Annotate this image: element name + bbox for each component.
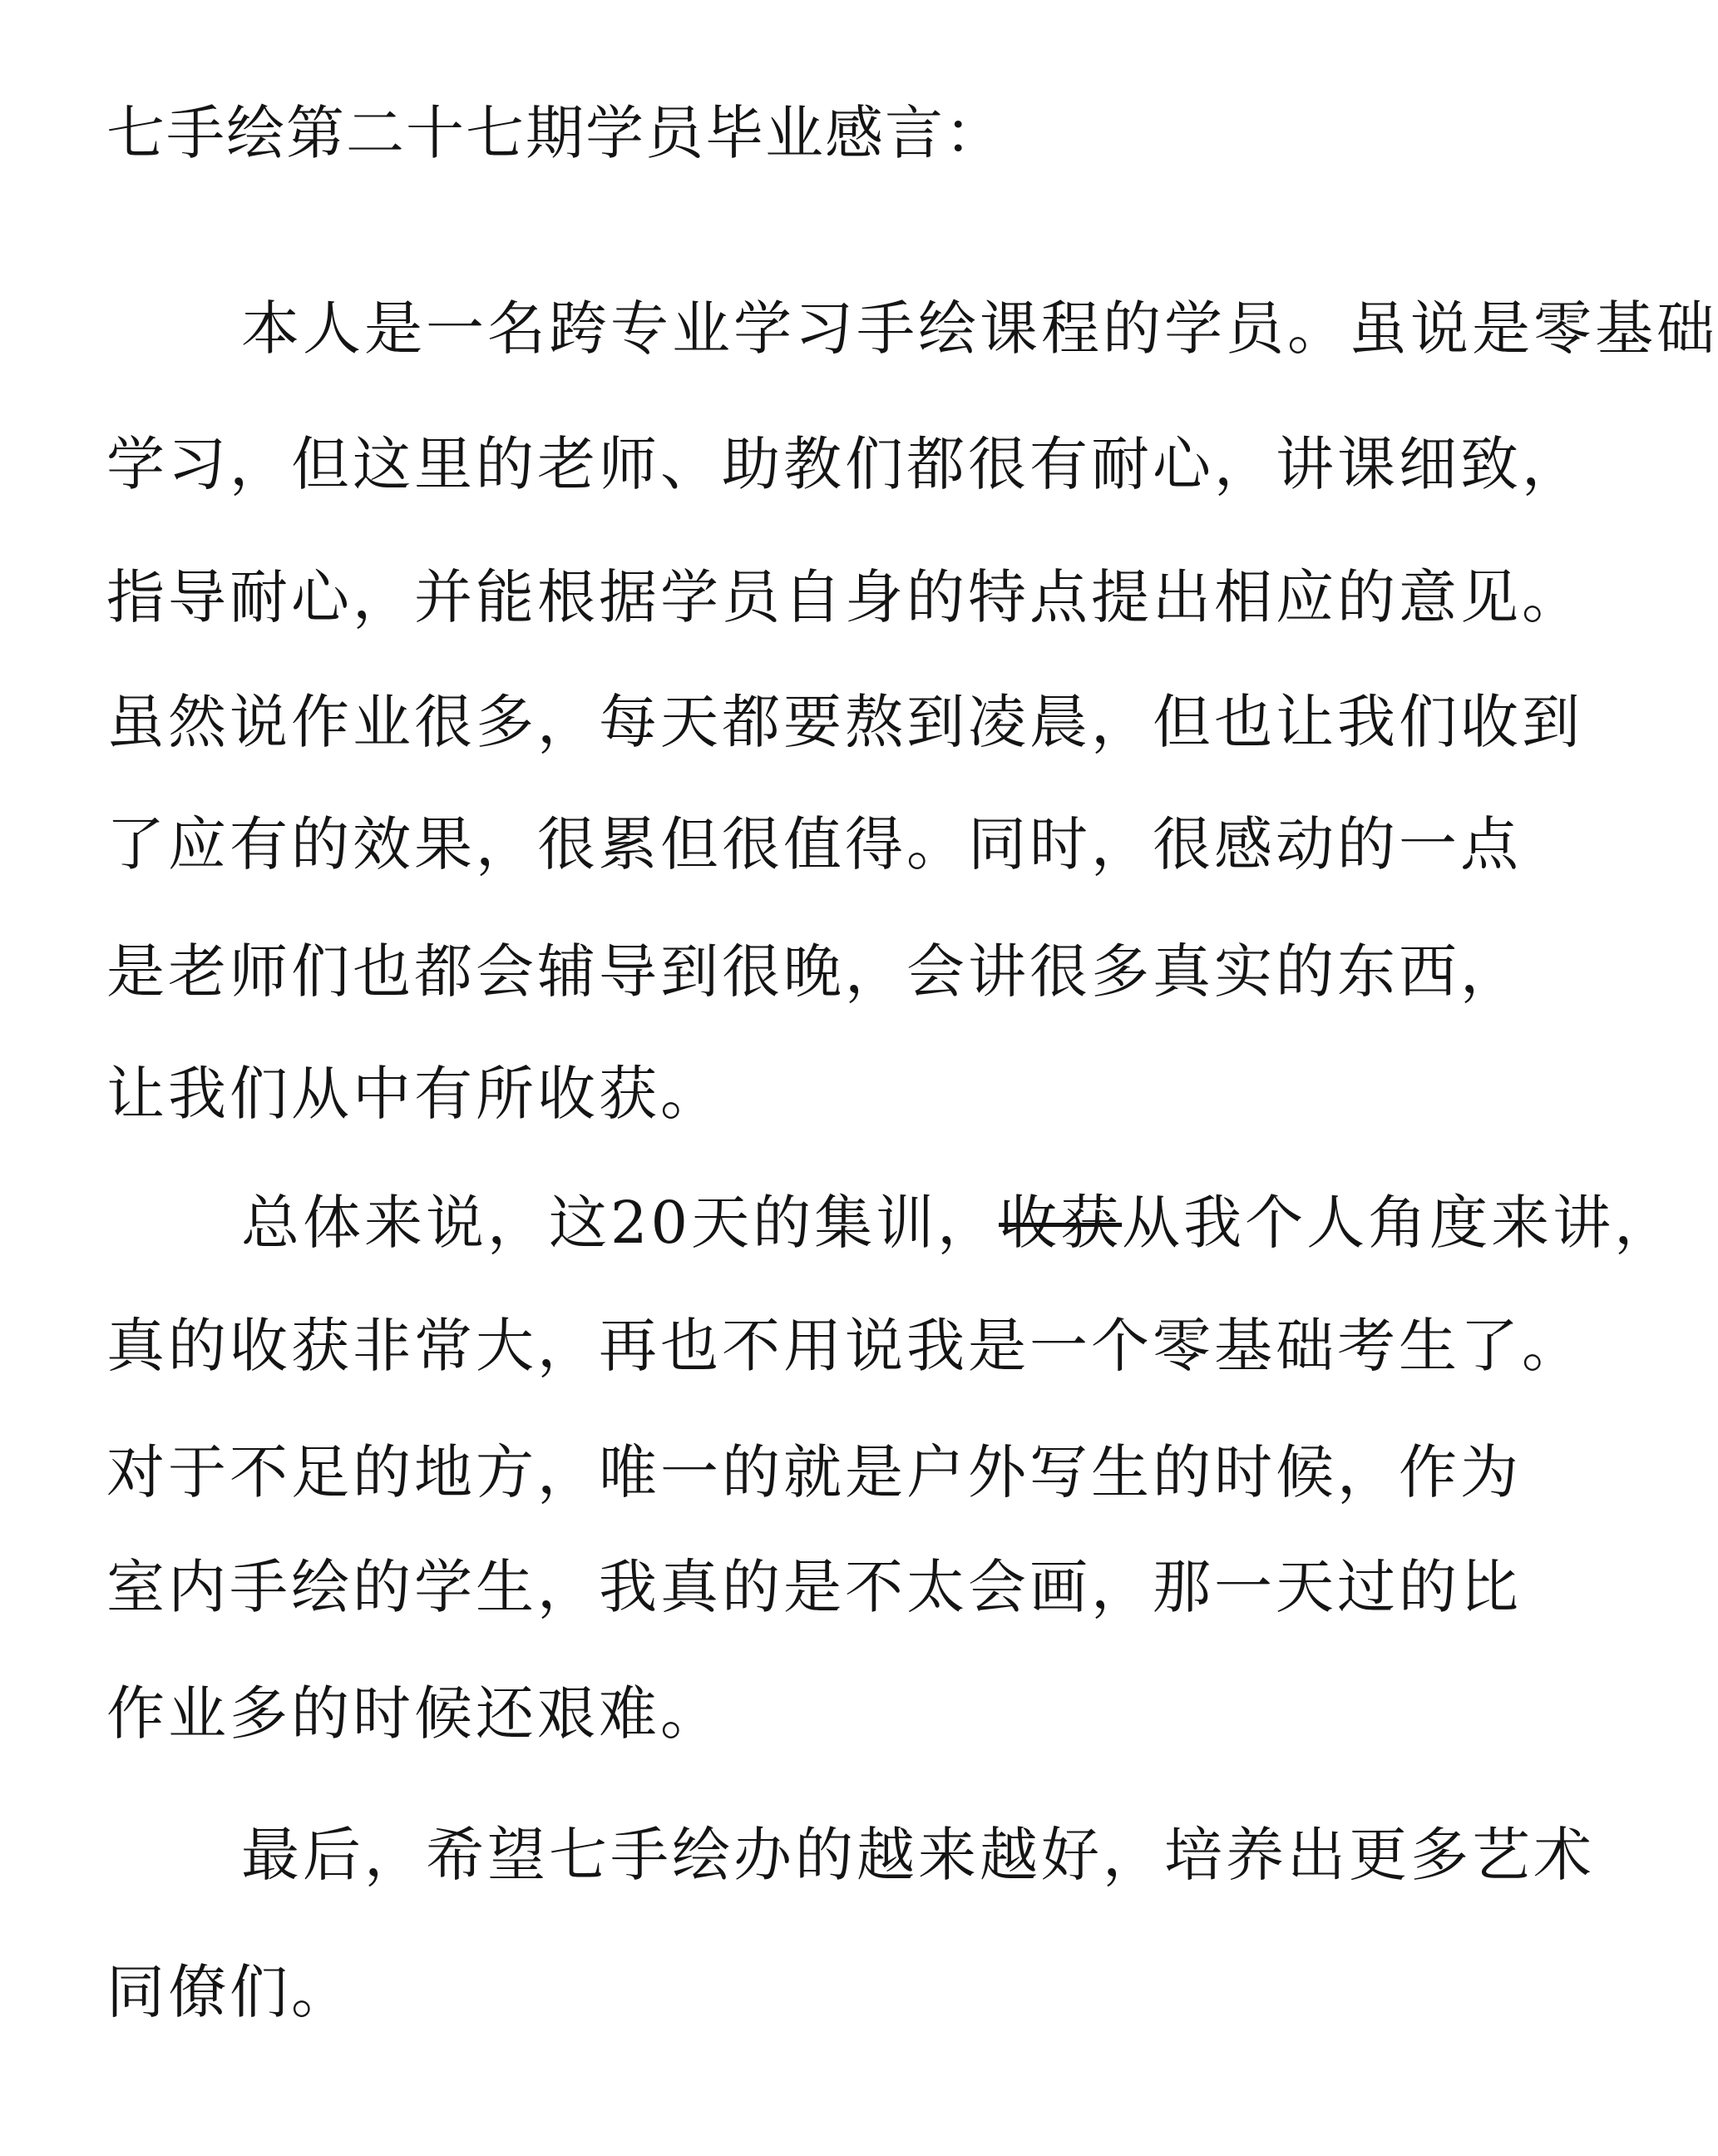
paragraph-1-line-7: 让我们从中有所收获。 (106, 1060, 722, 1128)
paragraph-1-line-6: 是老师们也都会辅导到很晚，会讲很多真实的东西， (106, 937, 1522, 1006)
struck-out-word: 收获 (999, 1189, 1123, 1257)
paragraph-2-line-1-end: 从我个人角度来讲， (1122, 1189, 1676, 1257)
paragraph-2-line-2: 真的收获非常大，再也不用说我是一个零基础考生了。 (106, 1312, 1583, 1380)
paragraph-1-line-4: 虽然说作业很多，每天都要熬到凌晨，但也让我们收到 (106, 688, 1583, 756)
paragraph-3-line-1: 最后，希望七手绘办的越来越好，培养出更多艺术 (241, 1821, 1595, 1889)
paragraph-1-line-3: 指导耐心，并能根据学员自身的特点提出相应的意见。 (106, 563, 1583, 631)
paragraph-1-line-2: 学习，但这里的老师、助教们都很有耐心，讲课细致， (106, 430, 1583, 498)
paragraph-2-line-1-start: 总体来说，这20天的集训， (241, 1189, 1000, 1257)
paragraph-2-line-5: 作业多的时候还艰难。 (106, 1679, 722, 1748)
paragraph-2-line-4: 室内手绘的学生，我真的是不太会画，那一天过的比 (106, 1553, 1522, 1621)
letter-title: 七手绘第二十七期学员毕业感言： (106, 99, 1005, 167)
paragraph-1-line-1: 本人是一名跨专业学习手绘课程的学员。虽说是零基础 (241, 294, 1718, 363)
paragraph-2-line-3: 对于不足的地方，唯一的就是户外写生的时候，作为 (106, 1438, 1522, 1506)
paragraph-1-line-5: 了应有的效果，很累但很值得。同时，很感动的一点 (106, 810, 1522, 878)
paragraph-3-line-2: 同僚们。 (106, 1958, 353, 2026)
paragraph-2-line-1 (241, 1181, 1676, 1264)
